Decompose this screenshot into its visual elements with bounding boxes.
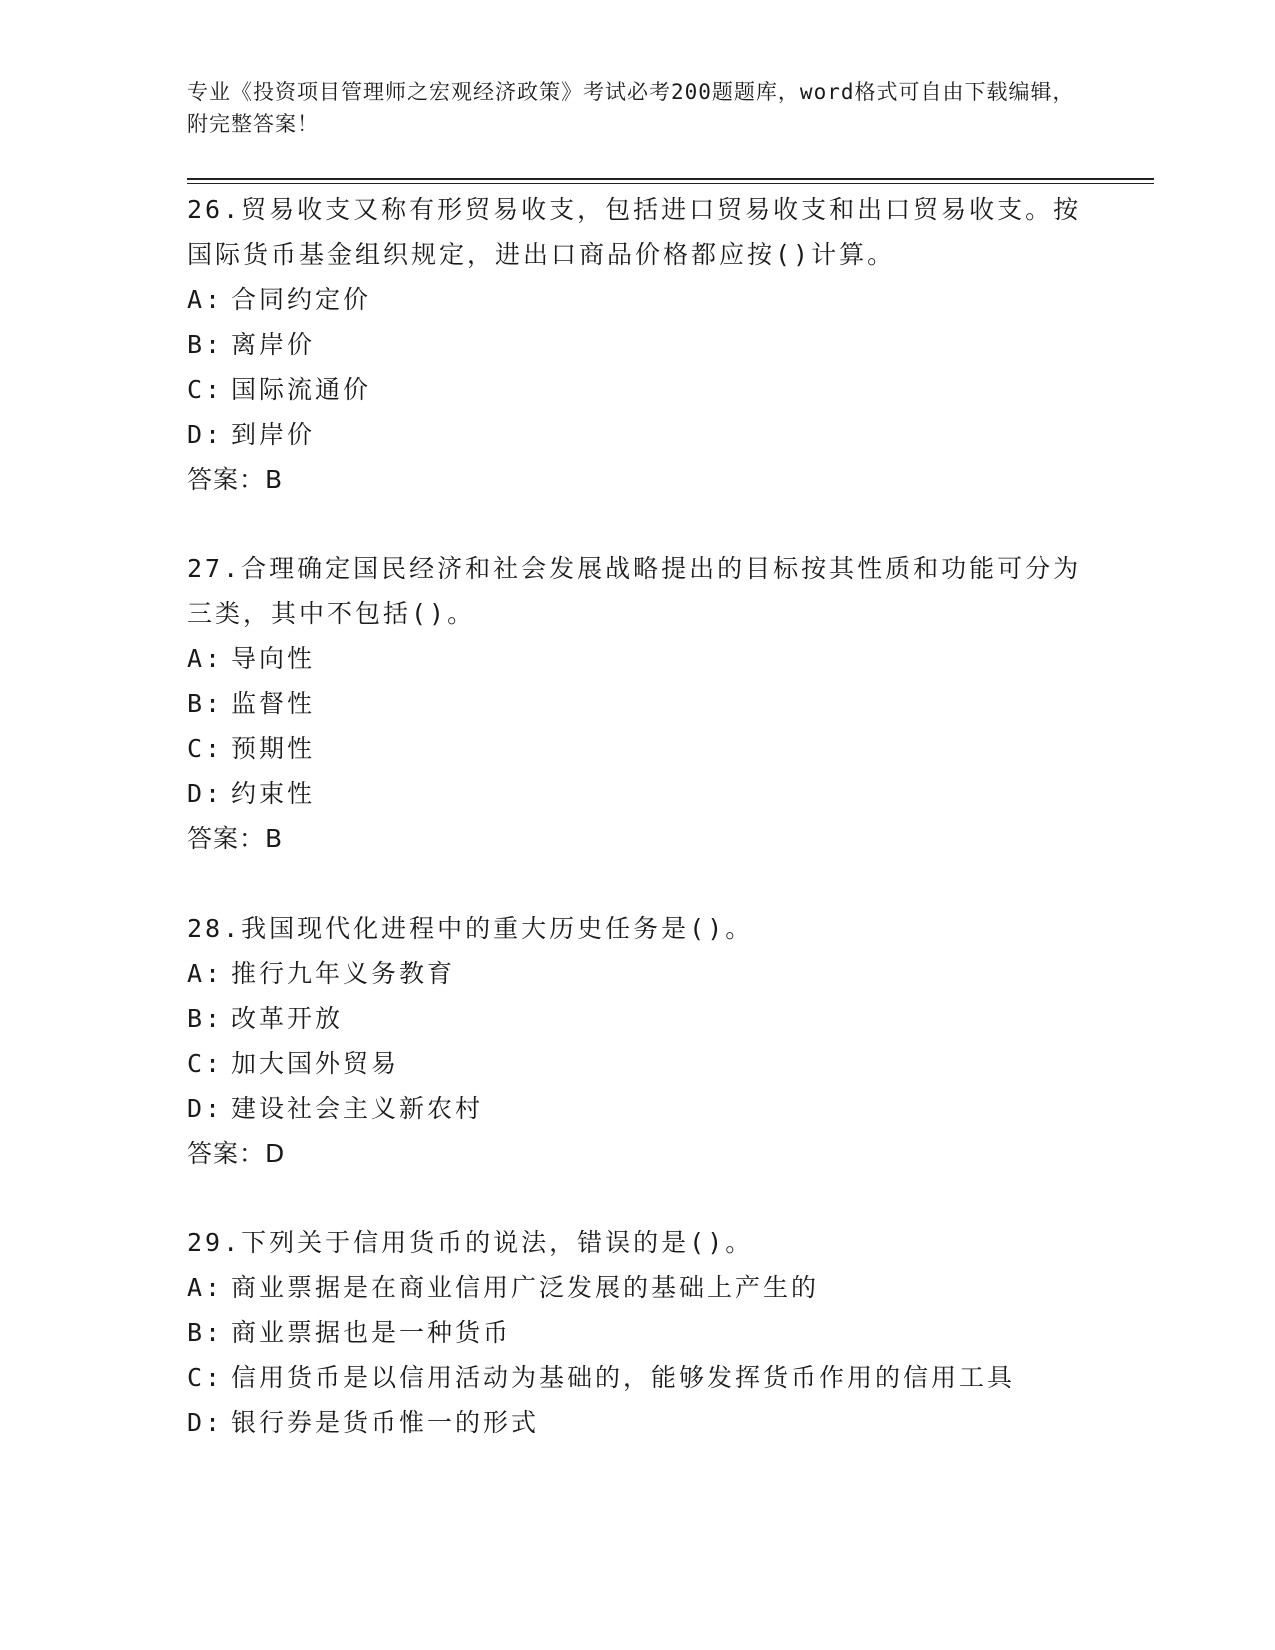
option-d [187,412,1107,457]
option-text: 信用货币是以信用活动为基础的，能够发挥货币作用的信用工具 [231,1363,1016,1392]
question-stem: 29.下列关于信用货币的说法，错误的是()。 [187,1228,754,1257]
option-text: 银行券是货币惟一的形式 [231,1408,540,1437]
option-b [187,681,1107,726]
option-b [187,1310,1107,1355]
option-letter: D: [187,1408,224,1437]
header-divider-thick [187,178,1154,180]
option-d [187,771,1107,816]
option-d [187,1400,1107,1445]
option-letter: A: [187,959,224,988]
option-b [187,322,1107,367]
option-b [187,996,1107,1041]
option-text: 商业票据是在商业信用广泛发展的基础上产生的 [231,1273,820,1302]
answer-line: 答案：D [187,1139,286,1168]
answer-line: 答案：B [187,465,284,494]
option-letter: C: [187,1363,224,1392]
option-text: 导向性 [231,644,316,673]
header-divider-thin [187,183,1154,184]
option-c [187,726,1107,771]
question-28 [187,906,1107,1176]
answer-line: 答案：B [187,824,284,853]
option-a [187,951,1107,996]
question-27 [187,546,1107,861]
option-text: 改革开放 [231,1004,344,1033]
option-c [187,1355,1107,1400]
option-letter: C: [187,1049,224,1078]
option-text: 商业票据也是一种货币 [231,1318,512,1347]
question-29 [187,1220,1107,1445]
option-c [187,1041,1107,1086]
option-text: 建设社会主义新农村 [231,1094,484,1123]
option-text: 推行九年义务教育 [231,959,456,988]
option-text: 国际流通价 [231,375,372,404]
option-text: 加大国外贸易 [231,1049,400,1078]
option-text: 离岸价 [231,330,316,359]
question-stem: 27.合理确定国民经济和社会发展战略提出的目标按其性质和功能可分为三类，其中不包括()。 [187,554,1082,628]
question-stem: 28.我国现代化进程中的重大历史任务是()。 [187,914,754,943]
option-c [187,367,1107,412]
option-letter: D: [187,1094,224,1123]
option-a [187,636,1107,681]
option-letter: B: [187,330,224,359]
question-26 [187,187,1107,502]
option-d [187,1086,1107,1131]
question-stem: 26.贸易收支又称有形贸易收支，包括进口贸易收支和出口贸易收支。按国际货币基金组织规定，进出口商品价格都应按()计算。 [187,195,1082,269]
option-letter: A: [187,1273,224,1302]
option-a [187,277,1107,322]
option-letter: A: [187,644,224,673]
option-letter: B: [187,1318,224,1347]
option-letter: C: [187,734,224,763]
option-letter: D: [187,779,224,808]
option-a [187,1265,1107,1310]
option-text: 预期性 [231,734,316,763]
option-text: 合同约定价 [231,285,372,314]
option-letter: B: [187,689,224,718]
option-letter: D: [187,420,224,449]
option-letter: A: [187,285,224,314]
option-text: 到岸价 [231,420,316,449]
option-text: 监督性 [231,689,316,718]
document-intro: 专业《投资项目管理师之宏观经济政策》考试必考200题题库，word格式可自由下载编辑，附完整答案！ [187,80,1075,136]
option-letter: C: [187,375,224,404]
option-text: 约束性 [231,779,316,808]
option-letter: B: [187,1004,224,1033]
